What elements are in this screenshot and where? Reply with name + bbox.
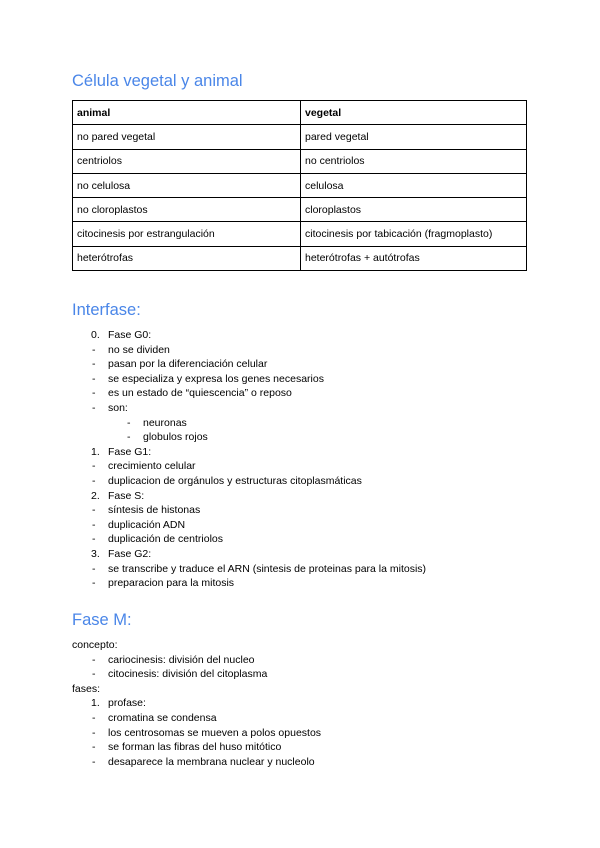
list-item: son:: [108, 402, 128, 414]
header-vegetal: vegetal: [301, 101, 527, 125]
table-row: [73, 222, 527, 246]
heading-interfase: Interfase:: [72, 301, 141, 319]
list-number: 1.: [91, 697, 100, 710]
heading-fase-m: Fase M:: [72, 611, 132, 629]
list-item: se transcribe y traduce el ARN (sintesis de proteinas para la mitosis): [108, 562, 427, 575]
list-item: cromatina se condensa: [108, 712, 217, 724]
list-item: profase:: [108, 697, 146, 710]
list-number: 1.: [91, 445, 100, 458]
bullet-dash: -: [127, 416, 131, 429]
bullet-dash: -: [92, 755, 96, 768]
header-animal: animal: [73, 101, 301, 125]
bullet-dash: -: [92, 402, 96, 414]
list-item: fases:: [72, 682, 101, 695]
table-header-row: [73, 101, 527, 125]
bullet-dash: -: [92, 475, 96, 487]
list-item: preparacion para la mitosis: [108, 577, 235, 590]
bullet-dash: -: [92, 504, 96, 517]
bullet-dash: -: [92, 577, 96, 590]
bullet-dash: -: [92, 533, 96, 546]
table-row: [73, 246, 527, 270]
cell-vegetal: celulosa: [301, 173, 527, 197]
list-item: no se dividen: [108, 343, 170, 356]
cell-animal: heterótrofas: [73, 246, 301, 270]
list-item: citocinesis: división del citoplasma: [108, 668, 268, 681]
cell-vegetal: citocinesis por tabicación (fragmoplasto): [301, 222, 527, 246]
list-item: concepto:: [72, 639, 118, 651]
list-item: pasan por la diferenciación celular: [108, 358, 268, 371]
cell-vegetal: pared vegetal: [301, 125, 527, 149]
bullet-dash: -: [92, 460, 96, 473]
table-row: [73, 149, 527, 173]
list-item: neuronas: [143, 416, 187, 429]
list-item: crecimiento celular: [108, 460, 196, 473]
list-item: cariocinesis: división del nucleo: [108, 653, 255, 666]
table-row: [73, 125, 527, 149]
table-row: [73, 198, 527, 222]
bullet-dash: -: [92, 741, 96, 754]
cell-vegetal: heterótrofas + autótrofas: [301, 246, 527, 270]
bullet-dash: -: [92, 358, 96, 371]
cell-animal: no cloroplastos: [73, 198, 301, 222]
list-item: es un estado de “quiescencia” o reposo: [108, 387, 292, 400]
list-item: duplicación de centriolos: [108, 533, 223, 546]
bullet-dash: -: [92, 343, 96, 356]
list-item: desaparece la membrana nuclear y nucleolo: [108, 755, 315, 768]
cell-vegetal: cloroplastos: [301, 198, 527, 222]
bullet-dash: -: [92, 712, 96, 724]
list-item: los centrosomas se mueven a polos opuestos: [108, 726, 322, 739]
list-number: 2.: [91, 489, 100, 502]
bullet-dash: -: [92, 668, 96, 681]
bullet-dash: -: [127, 431, 131, 444]
list-item: Fase G2:: [108, 548, 152, 560]
list-item: globulos rojos: [143, 431, 208, 444]
list-item: se especializa y expresa los genes necesarios: [108, 372, 324, 385]
bullet-dash: -: [92, 562, 96, 575]
cell-animal: no celulosa: [73, 173, 301, 197]
list-item: duplicacion de orgánulos y estructuras citoplasmáticas: [108, 475, 362, 487]
list-item: Fase G1:: [108, 445, 152, 458]
bullet-dash: -: [92, 653, 96, 666]
cell-animal: no pared vegetal: [73, 125, 301, 149]
bullet-dash: -: [92, 518, 96, 531]
list-number: 3.: [91, 548, 100, 560]
list-number: 0.: [91, 329, 100, 341]
table-row: [73, 173, 527, 197]
cell-animal: centriolos: [73, 149, 301, 173]
bullet-dash: -: [92, 372, 96, 385]
list-item: Fase G0:: [108, 329, 152, 341]
list-item: Fase S:: [108, 489, 145, 502]
bullet-dash: -: [92, 726, 96, 739]
comparison-table: [72, 100, 527, 271]
list-item: se forman las fibras del huso mitótico: [108, 741, 282, 754]
cell-vegetal: no centriolos: [301, 149, 527, 173]
list-item: duplicación ADN: [108, 518, 186, 531]
heading-celula: Célula vegetal y animal: [72, 72, 243, 90]
list-item: síntesis de histonas: [108, 504, 201, 517]
bullet-dash: -: [92, 387, 96, 400]
cell-animal: citocinesis por estrangulación: [73, 222, 301, 246]
